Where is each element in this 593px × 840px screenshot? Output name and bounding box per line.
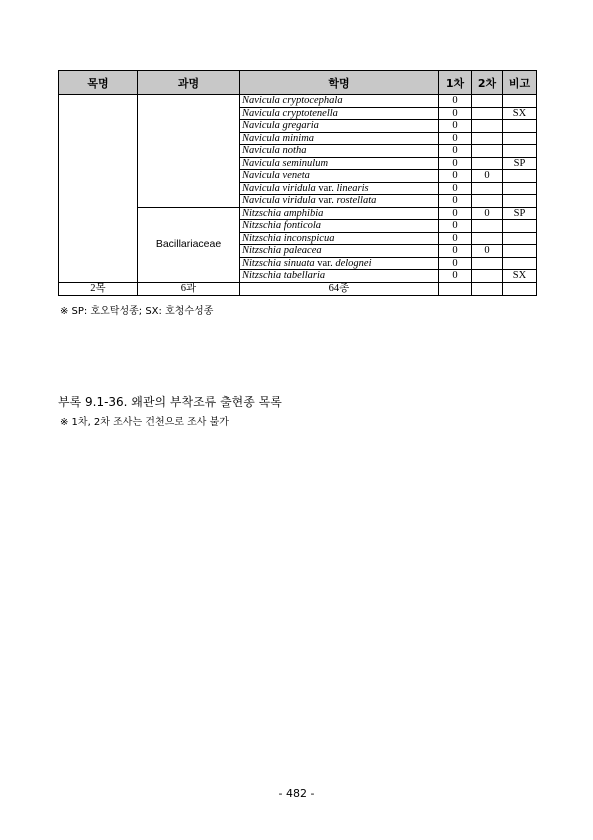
total-remark (503, 282, 537, 295)
species-name: Navicula notha (242, 145, 307, 156)
remark-cell (503, 120, 537, 133)
total-family: 6과 (138, 282, 240, 295)
table-row (59, 95, 537, 108)
table-header-row (59, 71, 537, 95)
species-name: Nitzschia fonticola (242, 220, 322, 231)
first-survey-cell: 0 (439, 232, 472, 245)
species-name: Nitzschia sinuata (242, 257, 315, 269)
remark-cell (503, 245, 537, 258)
remark-cell (503, 145, 537, 158)
second-survey-cell: 0 (472, 170, 503, 183)
remark-cell (503, 195, 537, 208)
first-survey-cell: 0 (439, 95, 472, 108)
first-survey-cell: 0 (439, 245, 472, 258)
first-survey-cell: 0 (439, 145, 472, 158)
species-name: Navicula minima (242, 132, 315, 144)
header-family: 과명 (138, 71, 240, 95)
scientific-name-cell (240, 170, 439, 183)
species-name: Nitzschia tabellaria (242, 270, 326, 281)
remark-cell: SX (503, 270, 537, 283)
remark-cell (503, 257, 537, 270)
var-label: var. (317, 257, 333, 269)
second-survey-cell (472, 270, 503, 283)
first-survey-cell: 0 (439, 120, 472, 133)
first-survey-cell: 0 (439, 270, 472, 283)
second-survey-cell (472, 195, 503, 208)
second-survey-cell (472, 220, 503, 233)
second-survey-cell (472, 157, 503, 170)
total-first (439, 282, 472, 295)
first-survey-cell: 0 (439, 220, 472, 233)
total-order: 2목 (59, 282, 138, 295)
remark-cell (503, 182, 537, 195)
scientific-name-cell (240, 207, 439, 220)
species-name: Nitzschia inconspicua (242, 232, 335, 244)
first-survey-cell: 0 (439, 132, 472, 145)
infra-name: linearis (336, 182, 369, 194)
scientific-name-cell (240, 232, 439, 245)
species-name: Navicula veneta (242, 170, 310, 181)
scientific-name-cell (240, 220, 439, 233)
second-survey-cell (472, 232, 503, 245)
scientific-name-cell (240, 245, 439, 258)
header-second-survey: 2차 (472, 71, 503, 95)
scientific-name-cell (240, 120, 439, 133)
scientific-name-cell (240, 182, 439, 195)
second-survey-cell: 0 (472, 245, 503, 258)
first-survey-cell: 0 (439, 170, 472, 183)
order-cell (59, 95, 138, 283)
family-cell (138, 95, 240, 208)
remark-cell (503, 132, 537, 145)
remark-cell: SP (503, 157, 537, 170)
first-survey-cell: 0 (439, 207, 472, 220)
scientific-name-cell (240, 107, 439, 120)
second-survey-cell: 0 (472, 207, 503, 220)
var-label: var. (318, 195, 334, 206)
remark-cell (503, 220, 537, 233)
species-name: Nitzschia amphibia (242, 207, 324, 219)
scientific-name-cell (240, 132, 439, 145)
first-survey-cell: 0 (439, 182, 472, 195)
species-name: Navicula gregaria (242, 120, 319, 131)
second-survey-cell (472, 120, 503, 133)
total-row (59, 282, 537, 295)
table-caption: 부록 9.1-36. 왜관의 부착조류 출현종 목록 (58, 395, 282, 409)
remark-cell (503, 170, 537, 183)
scientific-name-cell (240, 257, 439, 270)
second-survey-cell (472, 95, 503, 108)
first-survey-cell: 0 (439, 195, 472, 208)
species-table (58, 70, 537, 296)
scientific-name-cell (240, 195, 439, 208)
scientific-name-cell (240, 157, 439, 170)
first-survey-cell: 0 (439, 157, 472, 170)
page-number: - 482 - (278, 787, 315, 800)
remark-cell (503, 95, 537, 108)
scientific-name-cell (240, 270, 439, 283)
species-name: Nitzschia paleacea (242, 245, 322, 256)
total-second (472, 282, 503, 295)
family-cell: Bacillariaceae (138, 207, 240, 282)
second-survey-cell (472, 107, 503, 120)
survey-note: ※ 1차, 2차 조사는 건천으로 조사 불가 (60, 417, 229, 428)
species-name: Navicula cryptocephala (242, 95, 343, 106)
second-survey-cell (472, 182, 503, 195)
var-label: var. (318, 182, 334, 194)
second-survey-cell (472, 132, 503, 145)
second-survey-cell (472, 257, 503, 270)
second-survey-cell (472, 145, 503, 158)
species-name: Navicula viridula (242, 182, 316, 194)
header-scientific-name: 학명 (240, 71, 439, 95)
footnote: ※ SP: 호오탁성종; SX: 호청수성종 (60, 306, 214, 317)
first-survey-cell: 0 (439, 257, 472, 270)
infra-name: delognei (335, 257, 372, 269)
species-name: Navicula seminulum (242, 157, 329, 169)
total-species: 64종 (240, 282, 439, 295)
species-name: Navicula cryptotenella (242, 107, 338, 119)
remark-cell: SP (503, 207, 537, 220)
infra-name: rostellata (336, 195, 377, 206)
remark-cell (503, 232, 537, 245)
scientific-name-cell (240, 95, 439, 108)
header-first-survey: 1차 (439, 71, 472, 95)
header-remark: 비고 (503, 71, 537, 95)
scientific-name-cell (240, 145, 439, 158)
remark-cell: SX (503, 107, 537, 120)
header-order: 목명 (59, 71, 138, 95)
first-survey-cell: 0 (439, 107, 472, 120)
species-name: Navicula viridula (242, 195, 316, 206)
